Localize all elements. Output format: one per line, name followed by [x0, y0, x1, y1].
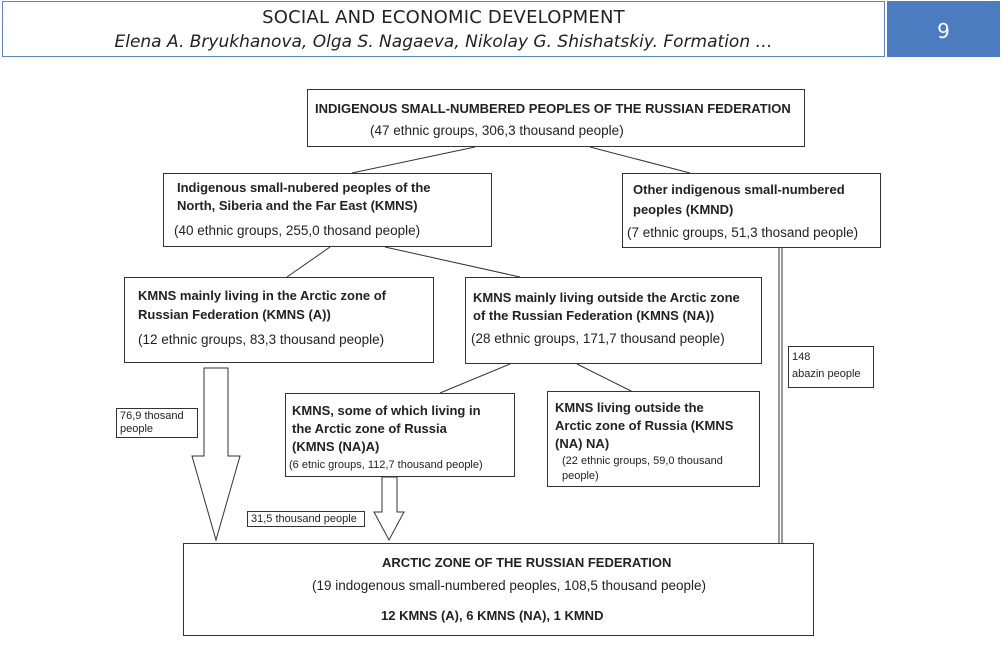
kmns-na-na-line3: (NA) NA) [555, 436, 610, 451]
kmns-na-na-detail2: people) [562, 470, 599, 482]
flow-label-kmns-na-a [247, 511, 365, 527]
kmns-na-na-box [547, 391, 760, 487]
kmnd-detail: (7 ethnic groups, 51,3 thosand people) [627, 225, 859, 240]
kmns-box [163, 173, 492, 247]
connector-kmnsna-kmnsnaa [440, 364, 510, 393]
kmns-na-na-line1: KMNS living outside the [555, 400, 704, 415]
kmnd-box [622, 173, 881, 248]
kmns-na-a-line2: the Arctic zone of Russia [292, 421, 447, 436]
kmns-line2: North, Siberia and the Far East (KMNS) [177, 198, 418, 213]
kmns-na-detail: (28 ethnic groups, 171,7 thousand people) [471, 331, 725, 346]
kmns-na-a-line3: (KMNS (NA)A) [292, 439, 380, 454]
kmns-detail: (40 ethnic groups, 255,0 thosand people) [174, 223, 421, 238]
connector-root-kmnd [590, 147, 690, 173]
page-number: 9 [887, 1, 1000, 57]
root-box [307, 89, 805, 147]
kmnd-line2: peoples (KMND) [633, 202, 734, 217]
kmns-a-line1: KMNS mainly living in the Arctic zone of [138, 288, 386, 303]
arctic-title: ARCTIC ZONE OF THE RUSSIAN FEDERATION [382, 555, 672, 570]
kmns-na-a-box [285, 393, 515, 477]
kmns-a-line2: Russian Federation (KMNS (A)) [138, 307, 331, 322]
journal-title: SOCIAL AND ECONOMIC DEVELOPMENT [262, 7, 625, 28]
kmns-na-na-line2: Arctic zone of Russia (KMNS [555, 418, 734, 433]
kmns-a-box [124, 277, 434, 363]
flow-label-kmns-a [116, 408, 198, 438]
connector-kmnsna-kmnsnana [577, 364, 635, 393]
flow-label-kmns-na-a-text: 31,5 thousand people [251, 513, 357, 525]
arctic-detail: (19 indogenous small-numbered peoples, 108,5 thousand people) [312, 578, 707, 593]
kmns-na-line2: of the Russian Federation (KMNS (NA)) [473, 308, 715, 323]
connector-kmns-kmnsa [287, 247, 330, 277]
flow-label-kmnd [788, 346, 874, 388]
kmns-line1: Indigenous small-nubered peoples of the [177, 180, 431, 195]
arrow-kmnsa-arctic [192, 368, 240, 540]
connector-kmns-kmnsna [385, 247, 520, 277]
arrow-kmnsnaa-arctic [374, 477, 404, 540]
kmns-na-a-line1: KMNS, some of which living in [292, 403, 481, 418]
flow-label-kmns-a-line2: people [120, 423, 154, 435]
flow-label-kmnd-line2: abazin people [792, 368, 861, 380]
arctic-zone-box [183, 543, 814, 636]
connector-root-kmns [352, 147, 475, 173]
flow-label-kmns-a-line1: 76,9 thosand [120, 410, 184, 422]
root-detail: (47 ethnic groups, 306,3 thousand people) [370, 123, 624, 138]
flow-label-kmnd-line1: 148 [792, 351, 811, 363]
article-citation: Elena A. Bryukhanova, Olga S. Nagaeva, Nikolay G. Shishatskiy. Formation … [114, 32, 773, 52]
kmns-na-line1: KMNS mainly living outside the Arctic zone [473, 290, 740, 305]
kmnd-line1: Other indigenous small-numbered [633, 182, 845, 197]
root-title: INDIGENOUS SMALL-NUMBERED PEOPLES OF THE RUSSIAN FEDERATION [315, 101, 791, 116]
kmns-na-na-detail1: (22 ethnic groups, 59,0 thousand [562, 455, 723, 467]
arctic-summary: 12 KMNS (A), 6 KMNS (NA), 1 KMND [381, 608, 604, 623]
kmns-a-detail: (12 ethnic groups, 83,3 thousand people) [138, 332, 385, 347]
kmns-na-box [465, 277, 762, 364]
kmns-na-a-detail: (6 etnic groups, 112,7 thousand people) [289, 459, 483, 471]
